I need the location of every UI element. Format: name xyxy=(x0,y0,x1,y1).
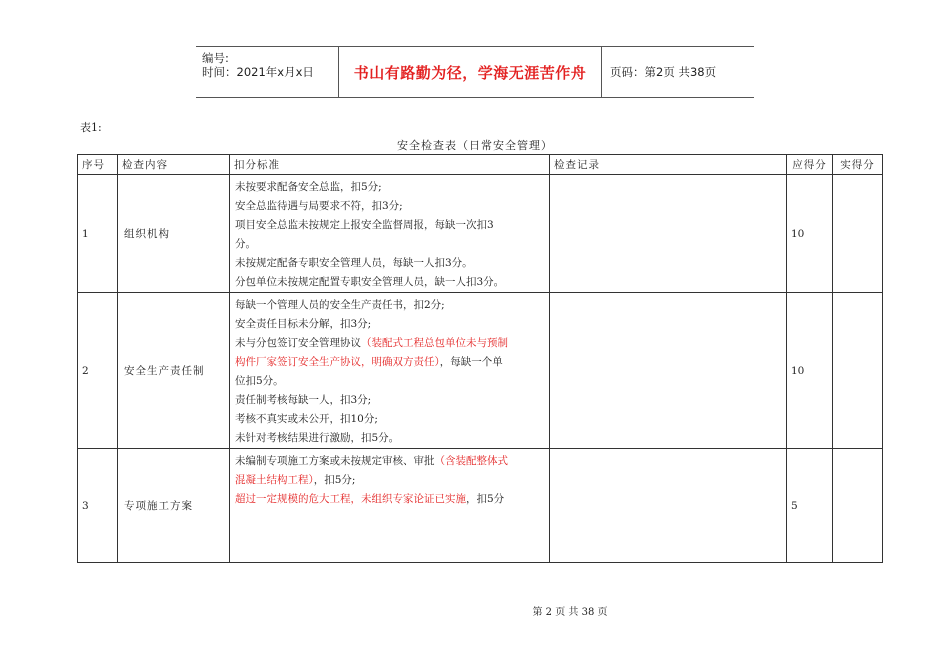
criteria-line: 未针对考核结果进行激励，扣5分。 xyxy=(235,432,400,444)
table-label: 表1: xyxy=(80,121,102,134)
deduction-criteria xyxy=(230,293,550,449)
deduction-criteria xyxy=(230,449,550,563)
criteria-text: 未编制专项施工方案或未按规定审核、审批 xyxy=(235,455,435,467)
criteria-line: 未按要求配备安全总监，扣5分; xyxy=(235,181,382,193)
score-cell: 10 xyxy=(787,293,833,449)
col-header-deduction: 扣分标准 xyxy=(230,155,550,175)
page-footer: 第 2 页 共 38 页 xyxy=(532,607,608,618)
row-number: 2 xyxy=(78,293,118,449)
col-header-no: 序号 xyxy=(78,155,118,175)
row-number: 3 xyxy=(78,449,118,563)
date-label: 时间：2021年x月x日 xyxy=(202,65,314,79)
criteria-line: 分。 xyxy=(235,238,256,250)
check-item: 组织机构 xyxy=(118,175,230,293)
criteria-text: ，扣5分 xyxy=(466,493,505,505)
table-header-row xyxy=(78,155,883,175)
header-motto: 书山有路勤为径，学海无涯苦作舟 xyxy=(339,47,602,97)
col-header-record: 检查记录 xyxy=(550,155,787,175)
table-title: 安全检查表（日常安全管理） xyxy=(397,139,553,152)
criteria-line: 安全总监待遇与局要求不符，扣3分; xyxy=(235,200,403,212)
criteria-highlight: （含装配整体式 xyxy=(434,455,508,467)
criteria-line xyxy=(235,334,545,353)
criteria-line: 项目安全总监未按规定上报安全监督周报，每缺一次扣3 xyxy=(235,219,494,231)
deduction-criteria xyxy=(230,175,550,293)
header-page-info: 页码：第2页 共38页 xyxy=(610,65,717,79)
check-record-cell[interactable] xyxy=(550,449,787,563)
criteria-highlight: 构件厂家签订安全生产协议，明确双方责任） xyxy=(235,356,440,368)
check-item: 专项施工方案 xyxy=(118,449,230,563)
criteria-line: 未按规定配备专职安全管理人员，每缺一人扣3分。 xyxy=(235,257,473,269)
row-number: 1 xyxy=(78,175,118,293)
col-header-item: 检查内容 xyxy=(118,155,230,175)
criteria-line xyxy=(235,353,545,372)
criteria-highlight: （装配式工程总包单位未与预制 xyxy=(361,337,508,349)
criteria-text: 未与分包签订安全管理协议 xyxy=(235,337,361,349)
number-label: 编号: xyxy=(202,51,229,65)
criteria-line xyxy=(235,471,545,490)
criteria-line xyxy=(235,452,545,471)
document-header xyxy=(196,46,754,98)
score-cell: 10 xyxy=(787,175,833,293)
actual-score-cell[interactable] xyxy=(833,175,883,293)
criteria-line: 责任制考核每缺一人，扣3分; xyxy=(235,394,372,406)
criteria-highlight: 超过一定规模的危大工程，未组织专家论证已实施 xyxy=(235,493,466,505)
criteria-highlight: 混凝土结构工程） xyxy=(235,474,314,486)
criteria-line xyxy=(235,490,545,509)
check-record-cell[interactable] xyxy=(550,293,787,449)
check-item: 安全生产责任制 xyxy=(118,293,230,449)
check-record-cell[interactable] xyxy=(550,175,787,293)
col-header-score: 应得分 xyxy=(787,155,833,175)
col-header-actual: 实得分 xyxy=(833,155,883,175)
actual-score-cell[interactable] xyxy=(833,293,883,449)
table-row xyxy=(78,449,883,563)
safety-check-table xyxy=(77,154,883,563)
criteria-text: ，扣5分; xyxy=(313,474,356,486)
header-meta xyxy=(196,47,339,97)
actual-score-cell[interactable] xyxy=(833,449,883,563)
criteria-text: ，每缺一个单 xyxy=(439,356,503,368)
score-cell: 5 xyxy=(787,449,833,563)
criteria-line: 考核不真实或未公开，扣10分; xyxy=(235,413,378,425)
criteria-line: 每缺一个管理人员的安全生产责任书，扣2分; xyxy=(235,299,445,311)
table-row xyxy=(78,293,883,449)
criteria-line: 分包单位未按规定配置专职安全管理人员，缺一人扣3分。 xyxy=(235,276,505,288)
criteria-line: 位扣5分。 xyxy=(235,375,284,387)
criteria-line: 安全责任目标未分解，扣3分; xyxy=(235,318,372,330)
table-row xyxy=(78,175,883,293)
